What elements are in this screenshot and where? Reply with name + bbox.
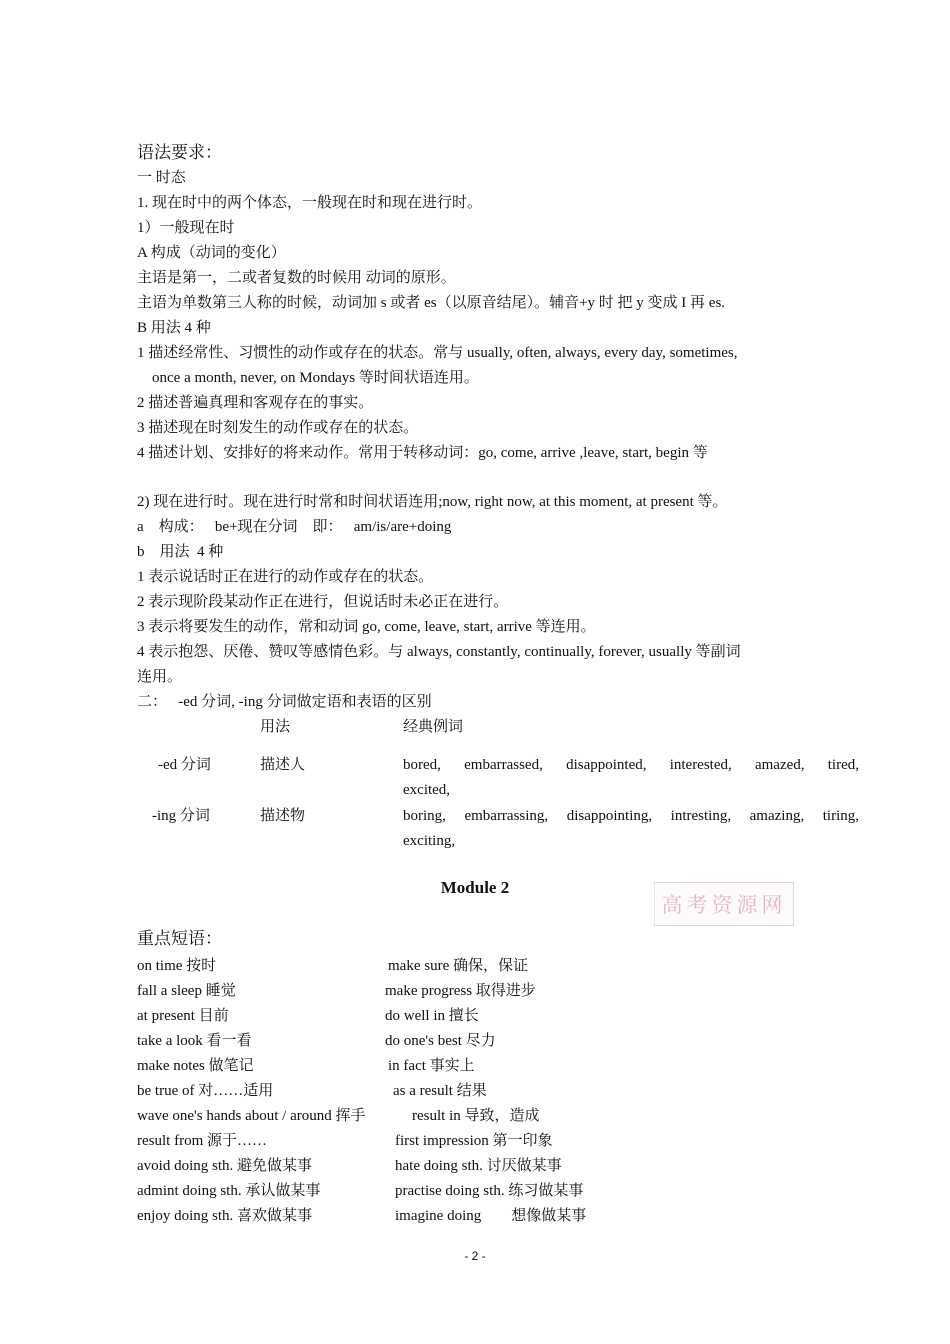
grammar-line: 二： -ed 分词, -ing 分词做定语和表语的区别 <box>137 694 432 710</box>
grammar-line: 3 表示将要发生的动作，常和动词 go, come, leave, start, arrive 等连用。 <box>137 619 596 635</box>
phrase-item: on time 按时 <box>137 958 217 974</box>
table-row-examples-line: excited, <box>403 782 451 798</box>
phrase-item: practise doing sth. 练习做某事 <box>395 1183 584 1199</box>
page-number: - 2 - <box>464 1249 486 1263</box>
grammar-line: 2 描述普遍真理和客观存在的事实。 <box>137 395 374 411</box>
phrase-item: as a result 结果 <box>393 1083 487 1099</box>
phrase-item: admint doing sth. 承认做某事 <box>137 1183 321 1199</box>
grammar-line: once a month, never, on Mondays 等时间状语连用。 <box>137 370 479 386</box>
phrase-item: enjoy doing sth. 喜欢做某事 <box>137 1208 312 1224</box>
phrase-item: result in 导致，造成 <box>412 1108 540 1124</box>
phrase-item: at present 目前 <box>137 1008 229 1024</box>
phrase-item: be true of 对……适用 <box>137 1083 274 1099</box>
phrase-item: in fact 事实上 <box>388 1058 475 1074</box>
grammar-line: A 构成（动词的变化） <box>137 245 286 261</box>
watermark-stamp: 高考资源网 <box>654 882 794 926</box>
grammar-line: B 用法 4 种 <box>137 320 211 336</box>
grammar-line: 主语为单数第三人称的时候，动词加 s 或者 es（以原音结尾）。辅音+y 时 把 y 变成 I 再 es. <box>137 295 726 311</box>
grammar-line: 1. 现在时中的两个体态，一般现在时和现在进行时。 <box>137 195 483 211</box>
table-header-usage: 用法 <box>260 719 291 735</box>
table-header-examples: 经典例词 <box>403 719 464 735</box>
phrase-item: do well in 擅长 <box>385 1008 479 1024</box>
table-row-examples <box>403 804 859 854</box>
grammar-line: 4 描述计划、安排好的将来动作。常用于转移动词：go, come, arrive ,leave, start, begin 等 <box>137 445 708 461</box>
grammar-line: 一 时态 <box>137 170 186 186</box>
module-title: Module 2 <box>440 878 510 897</box>
table-row-examples <box>403 753 859 803</box>
phrase-item: imagine doing 想像做某事 <box>395 1208 587 1224</box>
grammar-heading: 语法要求： <box>137 143 222 162</box>
grammar-line: b 用法 4 种 <box>137 544 224 560</box>
grammar-line: a 构成： be+现在分词 即： am/is/are+doing <box>137 519 452 535</box>
phrase-item: wave one's hands about / around 挥手 <box>137 1108 366 1124</box>
table-row-type: -ing 分词 <box>152 808 210 824</box>
grammar-line: 连用。 <box>137 669 183 685</box>
phrase-item: first impression 第一印象 <box>395 1133 553 1149</box>
phrase-item: result from 源于…… <box>137 1133 267 1149</box>
table-row-examples-line: exciting, <box>403 833 456 849</box>
grammar-line: 2 表示现阶段某动作正在进行，但说话时未必正在进行。 <box>137 594 509 610</box>
grammar-line: 1）一般现在时 <box>137 220 235 236</box>
phrases-heading: 重点短语： <box>137 929 222 948</box>
grammar-line: 1 描述经常性、习惯性的动作或存在的状态。常与 usually, often, always, every day, sometimes, <box>137 345 738 361</box>
grammar-line: 主语是第一，二或者复数的时候用 动词的原形。 <box>137 270 456 286</box>
phrase-item: make sure 确保，保证 <box>388 958 528 974</box>
phrase-item: do one's best 尽力 <box>385 1033 496 1049</box>
grammar-line: 4 表示抱怨、厌倦、赞叹等感情色彩。与 always, constantly, continually, forever, usually 等副词 <box>137 644 741 660</box>
grammar-line: 1 表示说话时正在进行的动作或存在的状态。 <box>137 569 434 585</box>
phrase-item: avoid doing sth. 避免做某事 <box>137 1158 312 1174</box>
phrase-item: make progress 取得进步 <box>385 983 536 999</box>
phrase-item: take a look 看一看 <box>137 1033 252 1049</box>
table-row-usage: 描述物 <box>260 808 306 824</box>
phrase-item: make notes 做笔记 <box>137 1058 254 1074</box>
table-row-type: -ed 分词 <box>158 757 211 773</box>
table-row-examples-line: bored, embarrassed, disappointed, interested, amazed, tired, <box>403 757 859 773</box>
phrase-item: fall a sleep 睡觉 <box>137 983 236 999</box>
table-row-examples-line: boring, embarrassing, disappointing, intresting, amazing, tiring, <box>403 808 859 824</box>
phrase-item: hate doing sth. 讨厌做某事 <box>395 1158 562 1174</box>
table-row-usage: 描述人 <box>260 757 306 773</box>
grammar-line: 3 描述现在时刻发生的动作或存在的状态。 <box>137 420 419 436</box>
grammar-line: 2) 现在进行时。现在进行时常和时间状语连用;now, right now, at this moment, at present 等。 <box>137 494 728 510</box>
